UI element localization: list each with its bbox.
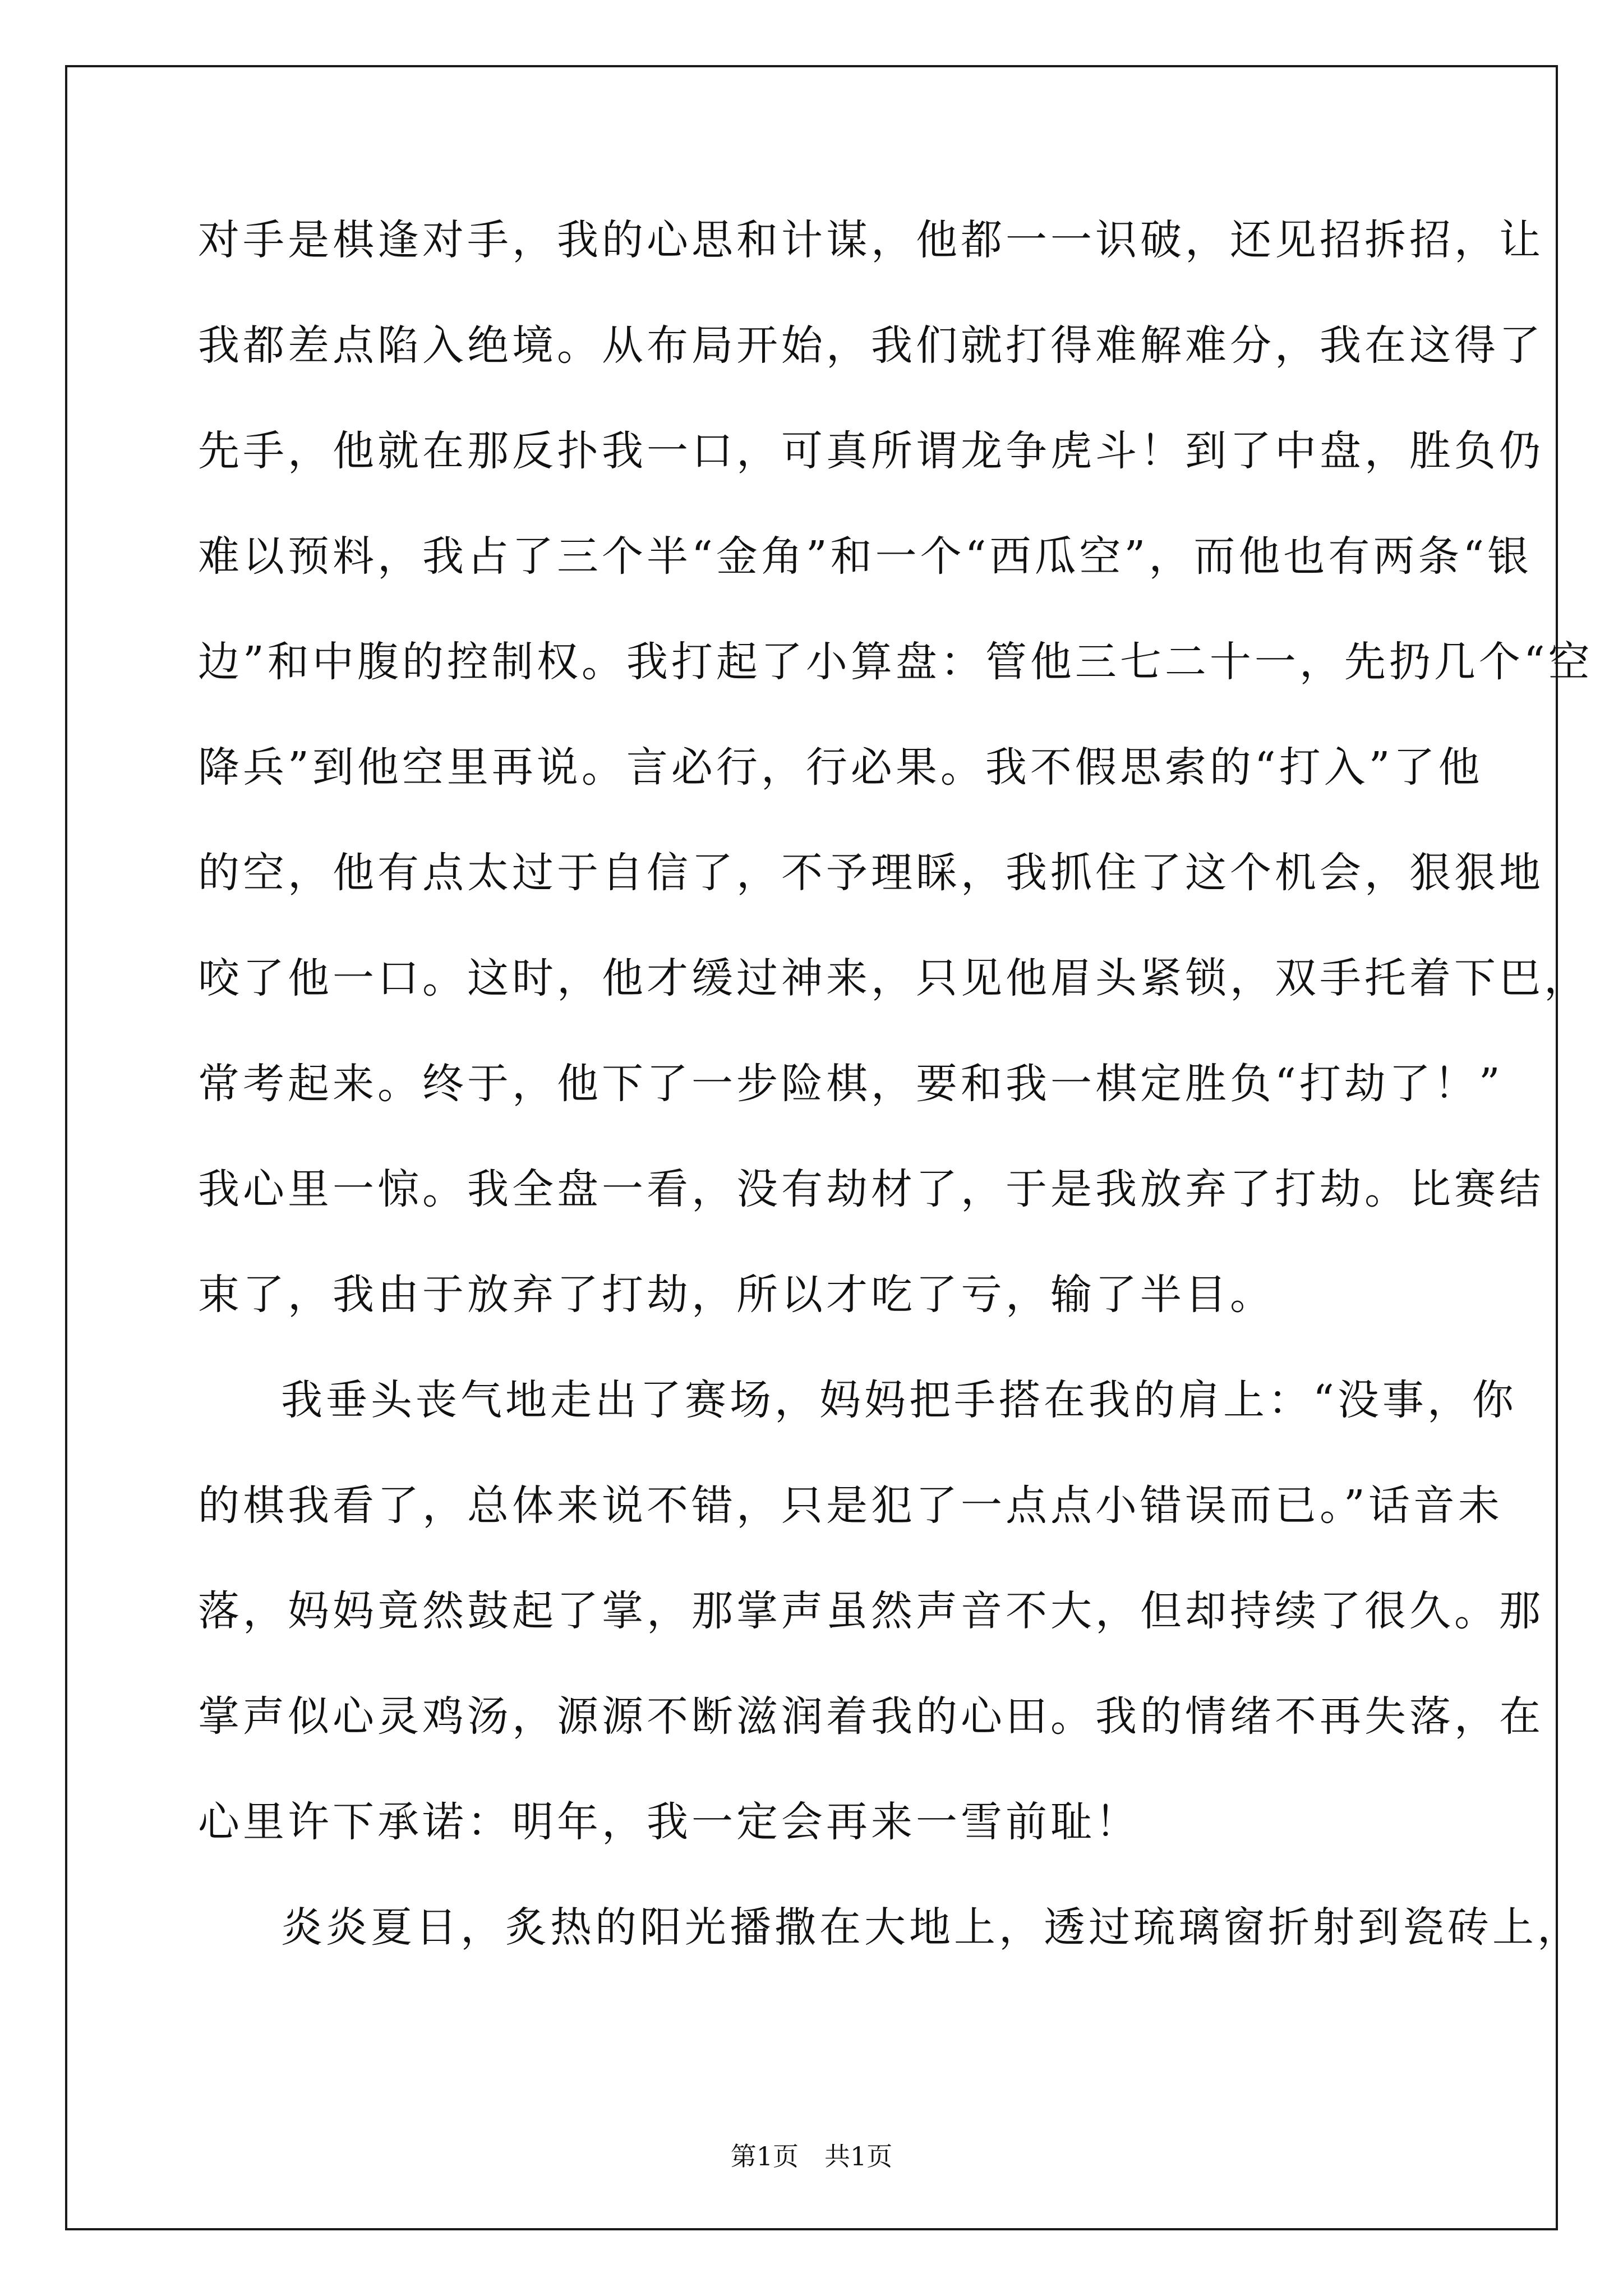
text-line: 落，妈妈竟然鼓起了掌，那掌声虽然声音不大，但却持续了很久。那 [198, 1587, 1544, 1635]
text-line: 的棋我看了，总体来说不错，只是犯了一点点小错误而已。”话音未 [198, 1481, 1503, 1530]
text-line: 束了，我由于放弃了打劫，所以才吃了亏，输了半目。 [198, 1271, 1275, 1319]
text-line: 对手是棋逢对手，我的心思和计谋，他都一一识破，还见招拆招，让 [198, 216, 1544, 264]
text-line: 常考起来。终于，他下了一步险棋，要和我一棋定胜负“打劫了！” [198, 1060, 1504, 1108]
text-line: 先手，他就在那反扑我一口，可真所谓龙争虎斗！到了中盘，胜负仍 [198, 427, 1544, 475]
text-line: 我都差点陷入绝境。从布局开始，我们就打得难解难分，我在这得了 [198, 321, 1544, 370]
paragraph-start-line: 我垂头丧气地走出了赛场，妈妈把手搭在我的肩上：“没事，你 [281, 1376, 1517, 1424]
paragraph-start-line: 炎炎夏日，炙热的阳光播撒在大地上，透过琉璃窗折射到瓷砖上， [281, 1903, 1582, 1952]
text-line: 心里许下承诺：明年，我一定会再来一雪前耻！ [198, 1798, 1140, 1846]
text-line: 边”和中腹的控制权。我打起了小算盘：管他三七二十一，先扔几个“空 [198, 638, 1593, 686]
document-body [198, 212, 1593, 2005]
text-line: 掌声似心灵鸡汤，源源不断滋润着我的心田。我的情绪不再失落，在 [198, 1692, 1544, 1741]
text-line: 咬了他一口。这时，他才缓过神来，只见他眉头紧锁，双手托着下巴， [198, 954, 1589, 1002]
text-line: 降兵”到他空里再说。言必行，行必果。我不假思索的“打入”了他 [198, 743, 1483, 792]
text-line: 难以预料，我占了三个半“金角”和一个“西瓜空”，而他也有两条“银 [198, 532, 1533, 581]
page-number-footer: 第1页 共1页 [730, 2141, 893, 2171]
text-line: 我心里一惊。我全盘一看，没有劫材了，于是我放弃了打劫。比赛结 [198, 1165, 1544, 1213]
text-line: 的空，他有点太过于自信了，不予理睬，我抓住了这个机会，狠狠地 [198, 849, 1544, 897]
